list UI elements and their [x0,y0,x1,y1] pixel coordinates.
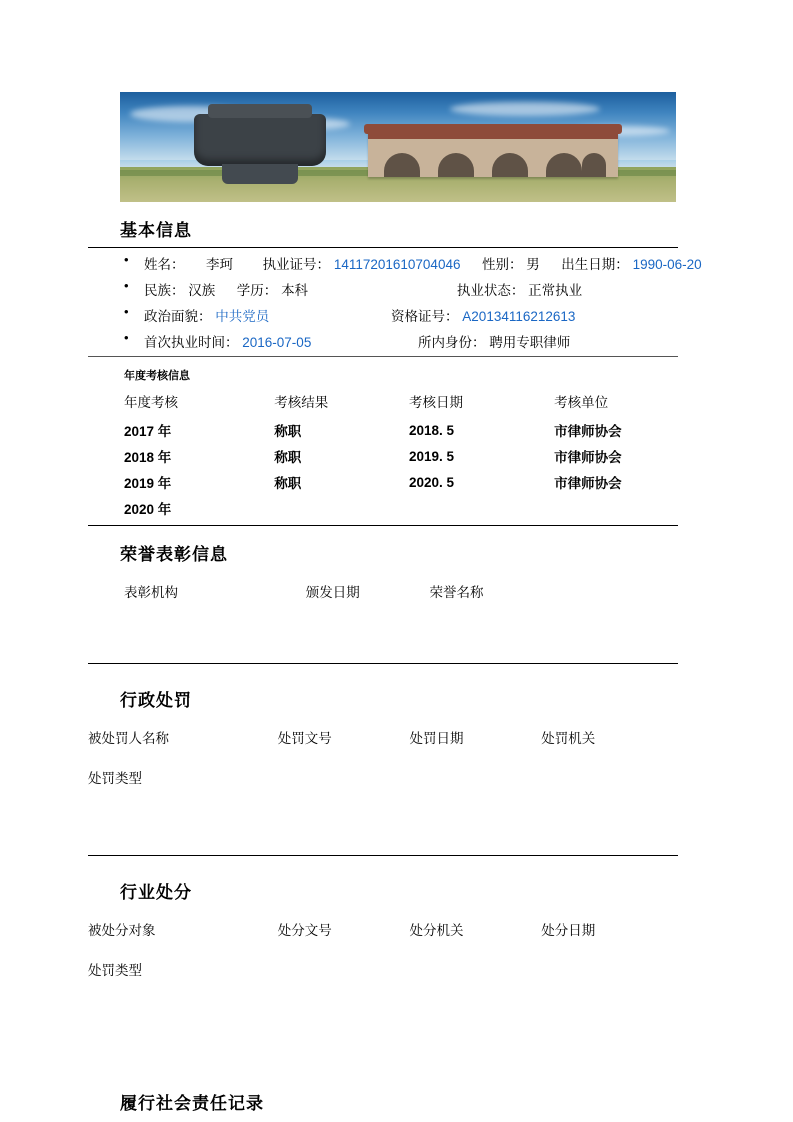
field-value-birthdate: 1990-06-20 [632,257,702,272]
cell-org: 市律师协会 [554,450,622,465]
cell-org: 市律师协会 [554,424,622,439]
banner-gate [368,132,618,177]
column-header-year: 年度考核 [124,395,178,410]
cell-result [240,495,409,521]
section-title-admin-penalty: 行政处罚 [120,691,192,710]
column-header-org: 考核单位 [554,395,609,410]
industry-discipline-empty-body [88,979,708,1075]
list-item [118,276,708,302]
industry-discipline-type-header [88,959,708,979]
industry-discipline-table-header [88,919,708,939]
field-value-education: 本科 [281,283,309,298]
list-item [118,250,708,276]
table-header-row [124,385,708,417]
section-title-industry-discipline: 行业处分 [120,883,192,902]
field-value-practice-status: 正常执业 [528,283,583,298]
cell-date: 2019. 5 [408,448,454,464]
cell-year: 2017 年 [124,424,172,439]
banner-gate-arch [582,153,606,177]
cell-result: 称职 [274,424,302,439]
column-header-discipline-date: 处分日期 [541,923,596,938]
list-item [118,328,708,354]
section-title-honor: 荣誉表彰信息 [120,545,228,564]
admin-penalty-type-header [88,767,708,787]
header-banner-image [120,92,676,202]
field-value-qualification-no: A20134116212613 [462,309,576,324]
banner-gate-arch [546,153,582,177]
field-label-license-no: 执业证号： [262,257,331,272]
field-label-education: 学历： [236,283,278,298]
field-label-first-practice-date: 首次执业时间： [144,335,239,350]
table-row [124,417,708,443]
field-label-birthdate: 出生日期： [561,257,629,272]
column-header-date: 考核日期 [408,395,463,410]
divider [88,855,678,856]
section-title-basic-info: 基本信息 [120,221,192,240]
banner-sculpture [194,114,326,166]
cell-result: 称职 [274,450,302,465]
list-item [118,302,708,328]
divider [88,663,678,664]
column-header-penalty-date: 处罚日期 [409,731,464,746]
field-value-firm-role: 聘用专职律师 [489,335,571,350]
column-header-discipline-doc-no: 处分文号 [277,923,332,938]
cell-org [554,495,708,521]
banner-gate-arch [438,153,474,177]
field-label-political-status: 政治面貌： [144,309,212,324]
annual-review-table [124,385,708,521]
column-header-disciplined-object: 被处分对象 [88,923,156,938]
cell-org: 市律师协会 [554,476,622,491]
banner-cloud [450,102,600,116]
field-label-ethnicity: 民族： [144,283,185,298]
column-header-penalty-doc-no: 处罚文号 [277,731,332,746]
column-header-honor-date: 颁发日期 [305,585,360,600]
section-title-social-responsibility: 履行社会责任记录 [120,1094,264,1113]
field-label-name: 姓名： [144,257,185,272]
column-header-result: 考核结果 [274,395,329,410]
cell-year: 2020 年 [124,502,172,517]
honor-table-header [124,581,708,601]
column-header-penalty-authority: 处罚机关 [541,731,596,746]
column-header-honor-name: 荣誉名称 [429,585,484,600]
cell-date [409,495,554,521]
column-header-discipline-type: 处罚类型 [88,963,142,978]
banner-gate-arch [492,153,528,177]
cell-date: 2020. 5 [408,474,454,490]
divider [88,247,678,248]
field-value-first-practice-date: 2016-07-05 [242,335,312,350]
banner-gate-arch [384,153,420,177]
document-content [88,92,708,1120]
admin-penalty-empty-body [88,787,708,851]
column-header-discipline-authority: 处分机关 [409,923,464,938]
column-header-penalty-type: 处罚类型 [88,771,142,786]
cell-date: 2018. 5 [408,422,454,438]
table-row [124,443,708,469]
basic-info-list [88,250,708,354]
field-label-firm-role: 所内身份： [418,335,486,350]
field-value-gender: 男 [526,257,540,272]
subsection-title-annual-review: 年度考核信息 [124,370,190,382]
field-value-political-status: 中共党员 [215,309,270,324]
cell-result: 称职 [274,476,302,491]
honor-empty-body [88,601,708,659]
cell-year: 2018 年 [124,450,172,465]
field-value-license-no: 14117201610704046 [333,257,461,272]
divider [88,525,678,526]
column-header-honor-org: 表彰机构 [124,585,178,600]
table-row [124,469,708,495]
column-header-penalized-person: 被处罚人名称 [88,731,169,746]
field-label-practice-status: 执业状态： [456,283,525,298]
field-value-ethnicity: 汉族 [188,283,216,298]
admin-penalty-table-header [88,727,708,747]
cell-year: 2019 年 [124,476,172,491]
table-row [124,495,708,521]
field-label-gender: 性别： [482,257,523,272]
field-value-name: 李珂 [206,257,234,272]
divider [88,356,678,357]
field-label-qualification-no: 资格证号： [391,309,459,324]
